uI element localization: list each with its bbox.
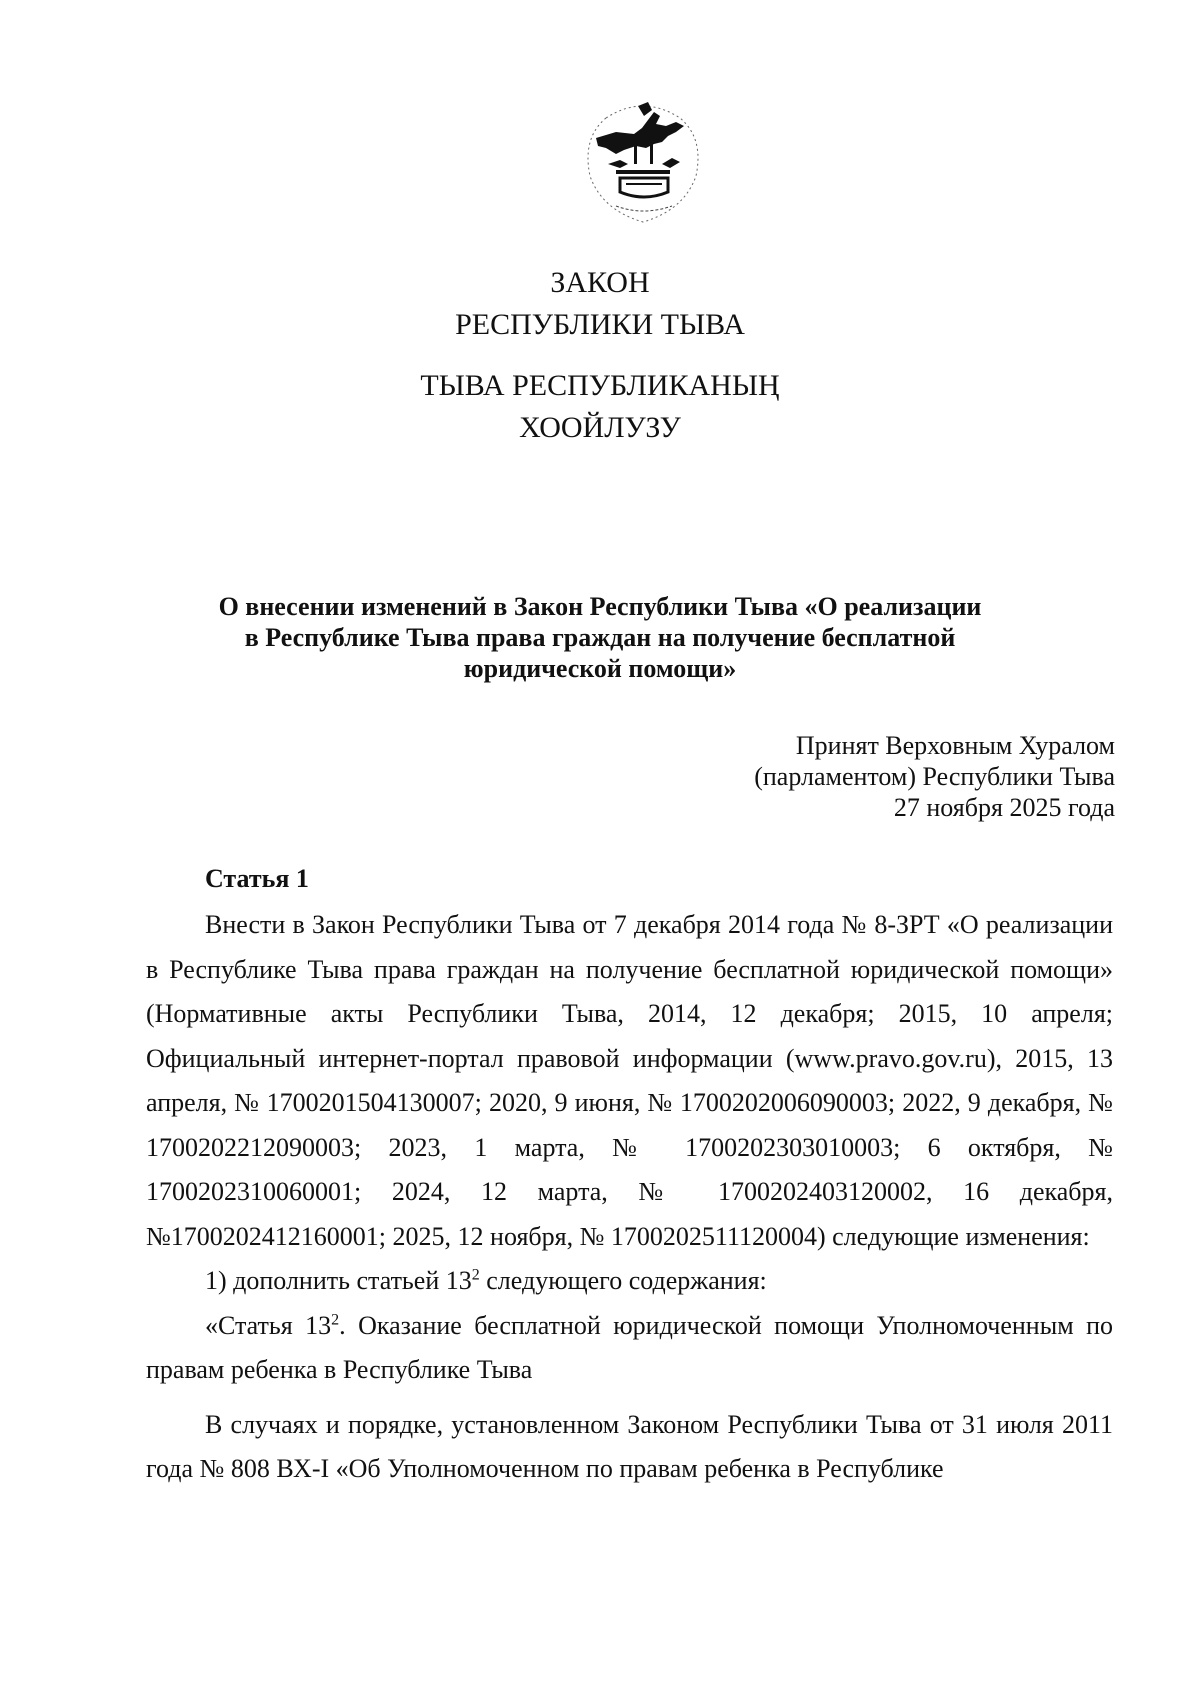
law-title-line1: ЗАКОН [550, 266, 650, 299]
article-1-intro: Внести в Закон Республики Тыва от 7 декабря 2014 года № 8-ЗРТ «О реализации в Республике Тыва права граждан на получение бесплатной юридической помощи» (Нормативные акты Республики Тыва, 2014, 12 декабря; 2015, 10 апреля; Официальный интернет-портал правовой информации (www.pravo.gov.ru), 2015, 13 апреля, № 1700201504130007; 2020, 9 июня, № 1700202006090003; 2022, 9 декабря, № 1700202212090003; 2023, 1 марта, № 1700202303010003; 6 октября, № 1700202310060001; 2024, 12 марта, № 1700202403120002, 16 декабря, №1700202412160001; 2025, 12 ноября, № 1700202511120004) следующие изменения: [146, 910, 1113, 1251]
tuva-emblem-logo [576, 98, 710, 228]
article-1-item-1: 1) дополнить статьей $13^2$ следующего содержания: [205, 1266, 767, 1295]
law-subject-line3: юридической помощи» [463, 654, 737, 683]
new-article-heading: «Статья $13^2$. Оказание бесплатной юридической помощи Уполномоченным по правам ребенка в Республике Тыва [146, 1310, 1113, 1384]
law-title-tuvan [0, 365, 1200, 449]
new-article-paragraph: В случаях и порядке, установленном Законом Республики Тыва от 31 июля 2011 года № 808 ВХ-I «Об Уполномоченном по правам ребенка в Республике [146, 1409, 1113, 1483]
adoption-date: 27 ноября 2025 года [893, 793, 1115, 822]
article-1-heading: Статья 1 [205, 864, 309, 893]
law-subject-line2: в Республике Тыва права граждан на получение бесплатной [244, 623, 956, 652]
adoption-note-line2: (парламентом) Республики Тыва [754, 762, 1115, 791]
law-subject [150, 591, 1050, 684]
adoption-note [754, 730, 1115, 823]
law-title-tuvan-line1: ТЫВА РЕСПУБЛИКАНЫҢ [420, 369, 780, 402]
article-1-body [146, 903, 1113, 1492]
adoption-note-line1: Принят Верховным Хуралом [795, 731, 1115, 760]
law-title [0, 262, 1200, 346]
law-title-tuvan-line2: ХООЙЛУЗУ [519, 411, 681, 444]
law-subject-line1: О внесении изменений в Закон Республики Тыва «О реализации [218, 592, 982, 621]
law-title-line2: РЕСПУБЛИКИ ТЫВА [455, 308, 745, 341]
